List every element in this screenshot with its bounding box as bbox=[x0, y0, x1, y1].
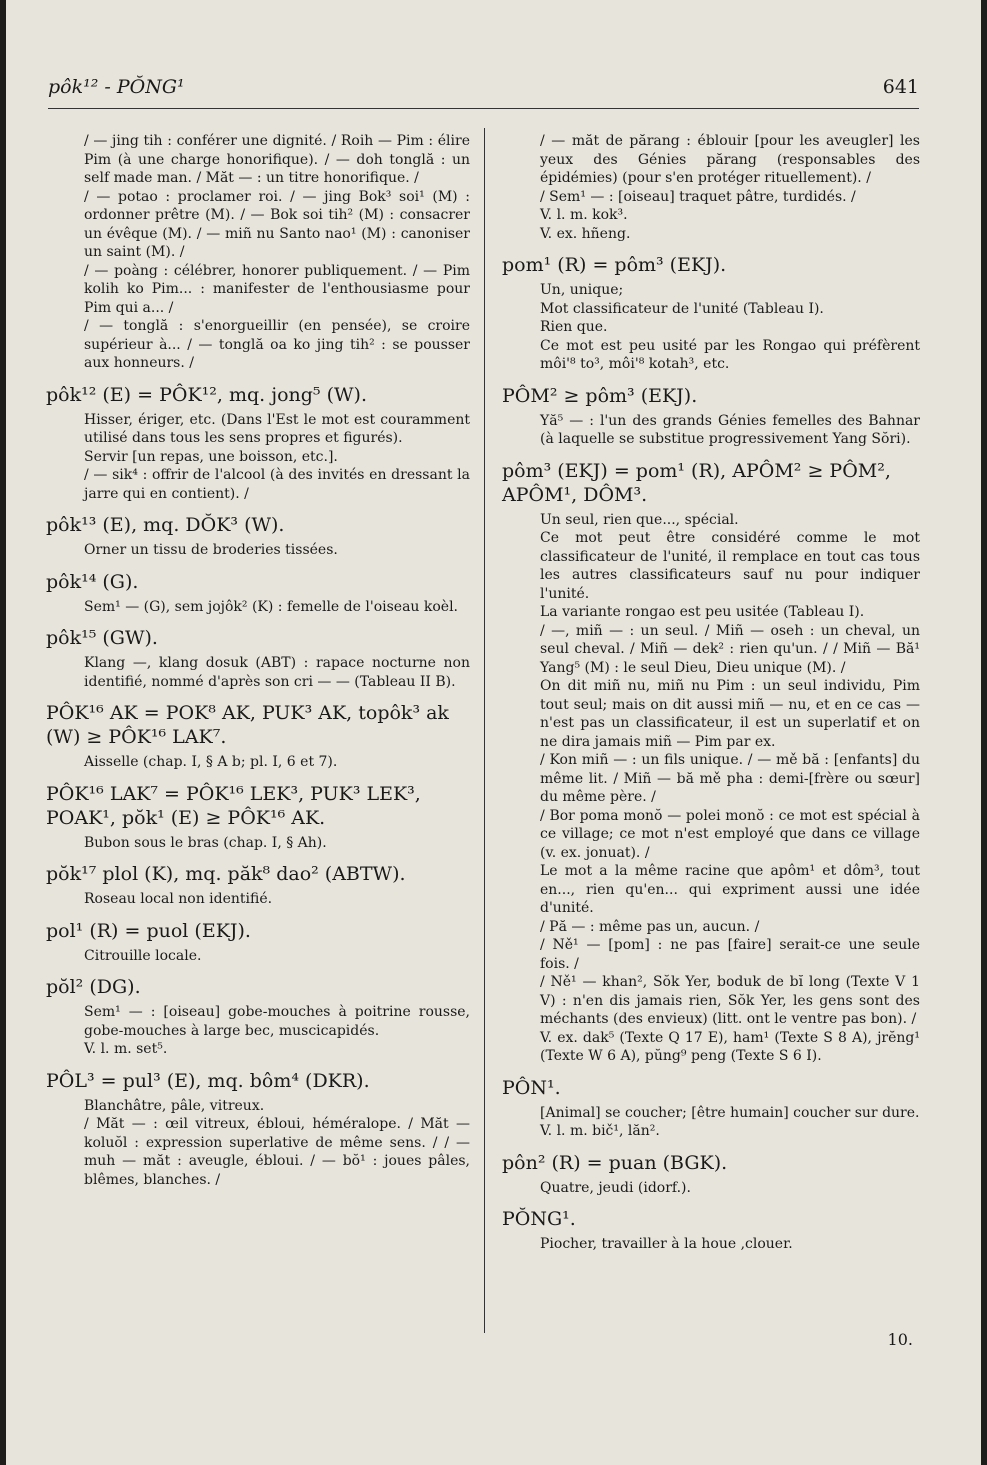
right-column bbox=[502, 132, 920, 1260]
entry-body bbox=[46, 654, 470, 691]
entry-line: Ce mot peut être considéré comme le mot classificateur de l'unité, il remplace en tout cas tous les autres classificateurs sauf nu pour indiquer l'unité. bbox=[540, 530, 920, 602]
entry-line: / Ně¹ — khan², Sŏk Yer, boduk de bĭ long (Texte V 1 V) : n'en dis jamais rien, Sŏk Yer, les gens sont des méchants (des envieux) (litt. ont le ventre pas bon). / bbox=[540, 974, 920, 1027]
entry-line: Klang —, klang dosuk (ABT) : rapace nocturne non identifié, nommé d'après son cri — — (Tableau II B). bbox=[84, 655, 470, 690]
entry-body bbox=[46, 947, 470, 966]
entry-body bbox=[502, 1104, 920, 1141]
page-number: 641 bbox=[882, 76, 919, 98]
entry-line: Ce mot est peu usité par les Rongao qui préfèrent môi'⁸ to³, môi'⁸ kotah³, etc. bbox=[540, 337, 920, 372]
entry-headword: pôm³ (EKJ) = pom¹ (R), APÔM² ≥ PÔM², APÔM¹, DÔM³. bbox=[502, 459, 891, 506]
entry-headword: PÔN¹. bbox=[502, 1076, 561, 1099]
dictionary-entry bbox=[46, 132, 470, 373]
entry-headword: pôk¹⁴ (G). bbox=[46, 570, 139, 593]
dictionary-entry bbox=[502, 384, 920, 449]
entry-headword: PÔM² ≥ pôm³ (EKJ). bbox=[502, 384, 698, 407]
entry-line: / Măt — : œil vitreux, ébloui, héméralope. / Măt — koluŏl : expression superlative de même sens. / / — muh — măt : aveugle, ébloui. / — bŏ¹ : joues pâles, blêmes, blanches. / bbox=[84, 1116, 470, 1188]
column-divider bbox=[484, 128, 485, 1333]
entry-headword: PŎNG¹. bbox=[502, 1208, 576, 1230]
entry-line: Un, unique; bbox=[540, 282, 624, 298]
entry-line: Blanchâtre, pâle, vitreux. bbox=[84, 1097, 265, 1114]
entry-body bbox=[46, 1003, 470, 1059]
entry-line: Mot classificateur de l'unité (Tableau I). bbox=[540, 300, 824, 317]
entry-line: Yă⁵ — : l'un des grands Génies femelles des Bahnar (à laquelle se substitue progressivement Yang Sŏri). bbox=[540, 412, 920, 447]
entry-line: / Pă — : même pas un, aucun. / bbox=[540, 918, 760, 935]
entry-line: / — măt de părang : éblouir [pour les aveugler] les yeux des Génies părang (responsables des épidémies) (pour s'en protéger rituellement). / bbox=[540, 133, 920, 186]
entry-body bbox=[502, 281, 920, 374]
entry-body bbox=[502, 1179, 920, 1198]
entry-line: Hisser, ériger, etc. (Dans l'Est le mot est couramment utilisé dans tous les sens propres et figurés). bbox=[84, 411, 470, 446]
entry-body bbox=[46, 132, 470, 373]
dictionary-entry bbox=[502, 1207, 920, 1254]
entry-line: Roseau local non identifié. bbox=[84, 891, 273, 907]
entry-line: / Bor poma monŏ — polei monŏ : ce mot est spécial à ce village; ce mot n'est employé que dans ce village (v. ex. jonuat). / bbox=[540, 807, 920, 861]
entry-headword: pôk¹⁵ (GW). bbox=[46, 627, 158, 649]
dictionary-entry bbox=[46, 862, 470, 909]
entry-body bbox=[502, 1235, 920, 1254]
entry-line: / —, miñ — : un seul. / Miñ — oseh : un cheval, un seul cheval. / Miñ — dek² : rien qu'un. / / Miñ — Bă¹ Yang⁵ (M) : le seul Dieu, Dieu unique (M). / bbox=[540, 622, 920, 676]
entry-line: / — poàng : célébrer, honorer publiquement. / — Pim kolih ko Pim... : manifester de l'enthousiasme pour Pim qui a... / bbox=[84, 262, 470, 316]
entry-body bbox=[502, 511, 920, 1066]
entry-line: V. l. m. bič¹, lăn². bbox=[540, 1123, 660, 1139]
entry-line: Bubon sous le bras (chap. I, § Ah). bbox=[84, 834, 327, 851]
dictionary-entry bbox=[502, 132, 920, 243]
entry-line: Rien que. bbox=[540, 319, 608, 335]
entry-line: / — potao : proclamer roi. / — jing Bok³ soi¹ (M) : ordonner prêtre (M). / — Bok soi tih² (M) : consacrer un évêque (M). / — miñ nu Santo nao¹ (M) : canoniser un saint (M). / bbox=[84, 188, 470, 260]
entry-line: V. ex. dak⁵ (Texte Q 17 E), ham¹ (Texte S 8 A), jrĕng¹ (Texte W 6 A), pŭng⁹ peng (Texte S 6 I). bbox=[540, 1029, 920, 1064]
entry-headword: pôk¹³ (E), mq. DŎK³ (W). bbox=[46, 514, 285, 536]
entry-headword: PÔK¹⁶ AK = POK⁸ AK, PUK³ AK, topôk³ ak (W) ≥ PÔK¹⁶ LAK⁷. bbox=[46, 702, 449, 748]
dictionary-entry bbox=[502, 253, 920, 374]
entry-body bbox=[46, 890, 470, 909]
entry-line: Un seul, rien que..., spécial. bbox=[540, 511, 739, 528]
entry-body bbox=[46, 411, 470, 504]
entry-line: Le mot a la même racine que apôm¹ et dôm³, tout en..., rien qu'en... qui expriment aussi une idée d'unité. bbox=[540, 863, 920, 916]
entry-headword: PÔL³ = pul³ (E), mq. bôm⁴ (DKR). bbox=[46, 1069, 370, 1092]
dictionary-entry bbox=[46, 975, 470, 1059]
dictionary-entry bbox=[46, 919, 470, 966]
signature-mark: 10. bbox=[887, 1330, 913, 1349]
entry-headword: pŏk¹⁷ plol (K), mq. păk⁸ dao² (ABTW). bbox=[46, 863, 406, 885]
header-headwords: pôk¹² - PŎNG¹ bbox=[48, 76, 185, 98]
entry-body bbox=[46, 1097, 470, 1190]
entry-line: / Kon miñ — : un fils unique. / — mě bă : [enfants] du même lit. / Miñ — bă mě pha : demi-[frère ou sœur] du même père. / bbox=[540, 752, 920, 805]
entry-line: La variante rongao est peu usitée (Tableau I). bbox=[540, 604, 865, 620]
dictionary-entry bbox=[46, 513, 470, 560]
entry-line: / — jing tih : conférer une dignité. / Roih — Pim : élire Pim (à une charge honorifique). / — doh tonglă : un self made man. / Măt — : un titre honorifique. / bbox=[84, 133, 470, 186]
entry-line: Aisselle (chap. I, § A b; pl. I, 6 et 7). bbox=[84, 754, 338, 770]
dictionary-entry bbox=[46, 626, 470, 691]
entry-headword: pom¹ (R) = pôm³ (EKJ). bbox=[502, 254, 727, 276]
dictionary-entry bbox=[46, 570, 470, 617]
dictionary-entry bbox=[46, 1069, 470, 1190]
entry-line: [Animal] se coucher; [être humain] coucher sur dure. bbox=[540, 1104, 920, 1121]
entry-line: Sem¹ — : [oiseau] gobe-mouches à poitrine rousse, gobe-mouches à large bec, muscicapidés. bbox=[84, 1004, 470, 1039]
entry-headword: pŏl² (DG). bbox=[46, 976, 141, 998]
entry-line: Servir [un repas, une boisson, etc.]. bbox=[84, 448, 338, 465]
entry-line: Orner un tissu de broderies tissées. bbox=[84, 542, 338, 558]
entry-line: / Sem¹ — : [oiseau] traquet pâtre, turdidés. / bbox=[540, 188, 856, 205]
entry-line: Sem¹ — (G), sem jojôk² (K) : femelle de l'oiseau koèl. bbox=[84, 598, 459, 615]
dictionary-entry bbox=[46, 701, 470, 772]
entry-body bbox=[502, 412, 920, 449]
entry-line: / Ně¹ — [pom] : ne pas [faire] serait-ce une seule fois. / bbox=[540, 937, 920, 972]
entry-headword: pôn² (R) = puan (BGK). bbox=[502, 1151, 728, 1174]
dictionary-entry bbox=[502, 459, 920, 1066]
entry-line: On dit miñ nu, miñ nu Pim : un seul individu, Pim tout seul; mais on dit aussi miñ — nu, et en ce cas — n'est pas un classificateur, il est un superlatif et on ne dira jamais miñ — Pim par ex. bbox=[540, 678, 920, 750]
entry-body bbox=[46, 541, 470, 560]
left-column bbox=[46, 132, 470, 1195]
entry-line: / — tonglă : s'enorgueillir (en pensée), se croire supérieur à... / — tonglă oa ko jing tih² : se pousser aux honneurs. / bbox=[84, 318, 470, 371]
dictionary-page bbox=[6, 0, 981, 1465]
entry-headword: pôk¹² (E) = PÔK¹², mq. jong⁵ (W). bbox=[46, 383, 367, 406]
entry-line: Citrouille locale. bbox=[84, 947, 202, 964]
entry-line: Piocher, travailler à la houe ,clouer. bbox=[540, 1236, 793, 1252]
entry-line: V. ex. hñeng. bbox=[540, 225, 631, 242]
entry-line: / — sik⁴ : offrir de l'alcool (à des invités en dressant la jarre qui en contient). / bbox=[84, 467, 470, 502]
entry-body bbox=[46, 753, 470, 772]
dictionary-entry bbox=[46, 383, 470, 504]
dictionary-entry bbox=[502, 1151, 920, 1198]
entry-headword: pol¹ (R) = puol (EKJ). bbox=[46, 919, 251, 942]
entry-body bbox=[46, 598, 470, 617]
dictionary-entry bbox=[46, 782, 470, 853]
entry-line: V. l. m. set⁵. bbox=[84, 1041, 168, 1057]
running-header bbox=[48, 72, 919, 109]
dictionary-entry bbox=[502, 1076, 920, 1141]
entry-body bbox=[502, 132, 920, 243]
entry-line: Quatre, jeudi (idorf.). bbox=[540, 1179, 691, 1196]
entry-line: V. l. m. kok³. bbox=[540, 207, 628, 223]
entry-body bbox=[46, 834, 470, 853]
entry-headword: PÔK¹⁶ LAK⁷ = PÔK¹⁶ LEK³, PUK³ LEK³, POAK¹, pŏk¹ (E) ≥ PÔK¹⁶ AK. bbox=[46, 782, 421, 829]
